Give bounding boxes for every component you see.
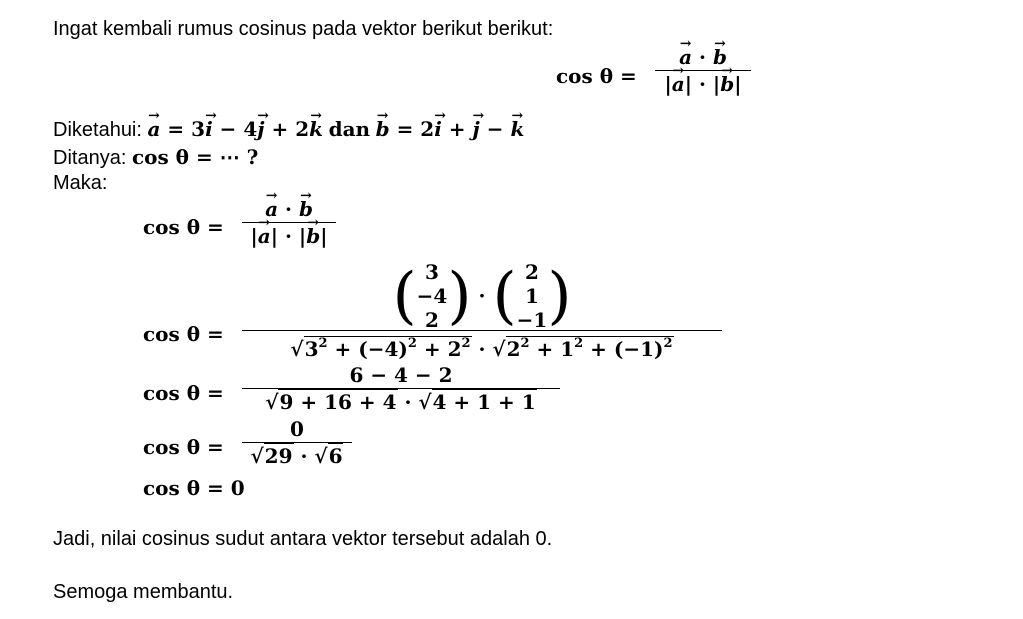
known-label: Diketahui: [53,119,142,141]
step3-fraction [242,362,560,415]
step5-result: cos θ = 0 [143,476,245,500]
known-line [53,117,524,142]
step2-numerator: ( 3 −4 2 ) · ( 2 1 −1) [392,258,572,332]
step3-lhs: cos θ = [143,381,224,405]
formula-numerator: a → · b → [655,44,751,70]
known-a: a → = 3i → − 4j → + 2k → [148,117,324,141]
step3-denominator: √9 + 16 + 4 · √4 + 1 + 1 [265,390,536,414]
step4-numerator: 0 [290,417,304,441]
formula-lhs: cos θ = [556,64,637,88]
closing-text: Semoga membantu. [53,581,234,603]
step4-denominator: √29 · √6 [250,444,343,468]
formula-fraction [655,44,751,97]
asked-expr: cos θ = ⋯ ? [131,145,259,169]
known-b: b → = 2i → + j → − k → [376,117,525,141]
step1-fraction: a → · b → |a →| · |b →| [242,196,336,249]
conclusion-text: Jadi, nilai cosinus sudut antara vektor tersebut adalah 0. [53,528,553,550]
vector-a-column: 3 −4 2 [416,259,448,332]
step1-lhs: cos θ = [143,215,224,239]
step2-lhs: cos θ = [143,322,224,346]
asked-line [53,145,258,170]
step3-numerator: 6 − 4 − 2 [349,363,453,387]
vector-b-column: 2 1 −1 [516,259,548,332]
step2-fraction [242,258,722,362]
step4-lhs: cos θ = [143,435,224,459]
step2-denominator: $√3^2 + (-4)^2 + 2^2 \cdot √2^2 + 1^2 + (-1)^2$ [290,336,673,361]
formula-denominator: |a →| · |b →| [655,71,751,97]
step4-fraction [242,416,352,469]
known-conj: dan [328,117,371,141]
then-label: Maka: [53,172,108,194]
intro-text: Ingat kembali rumus cosinus pada vektor berikut berikut: [53,18,554,40]
asked-label: Ditanya: [53,147,127,169]
